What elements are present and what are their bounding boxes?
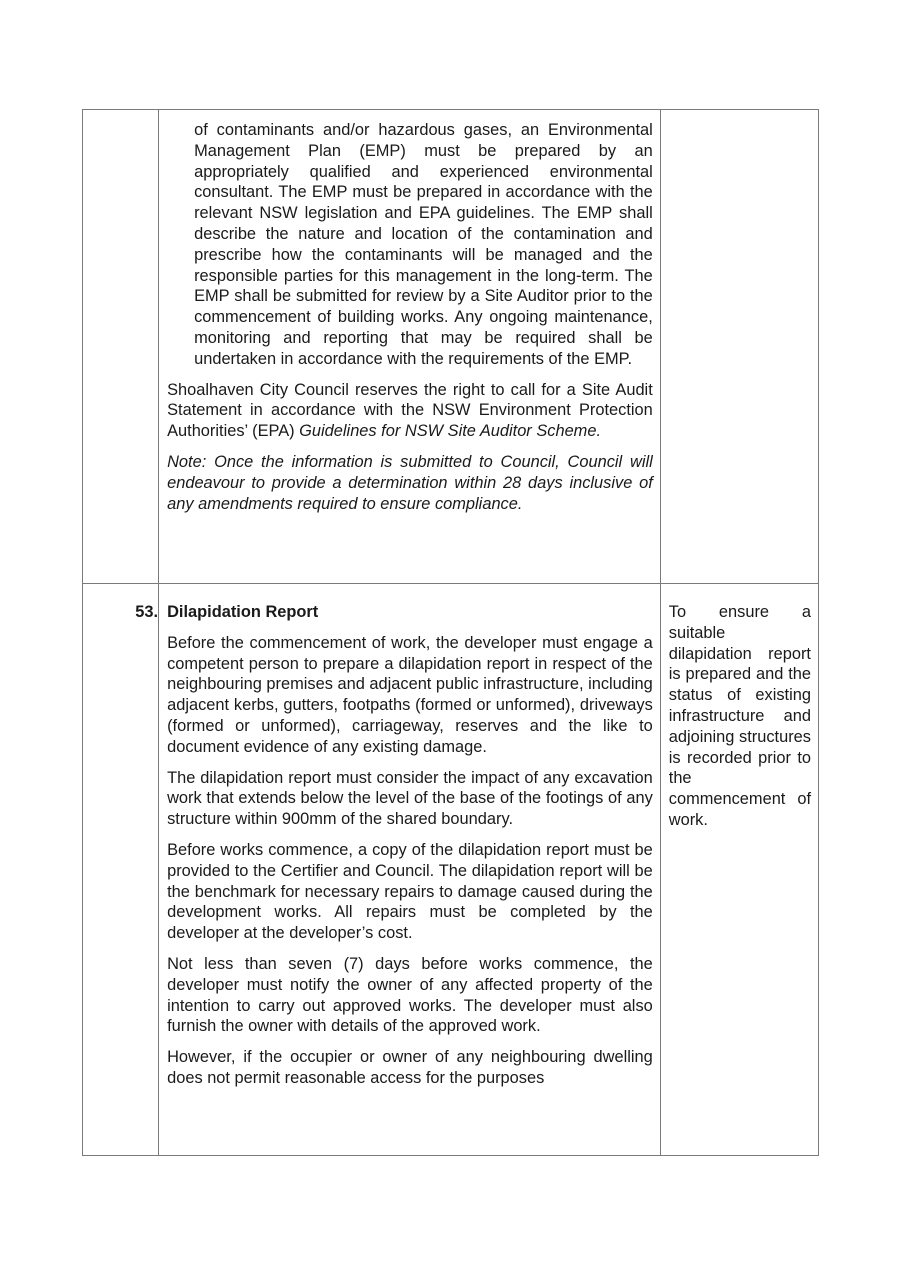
condition-heading: Dilapidation Report <box>167 603 319 621</box>
condition-text-cell <box>159 584 661 1156</box>
condition-row <box>83 110 819 584</box>
condition-number <box>83 110 158 120</box>
condition-paragraph: Before works commence, a copy of the dilapidation report must be provided to the Certifier and Council. The dilapidation report will be the benchmark for necessary repairs to damage caused during the development works. All repairs must be completed by the developer at the developer’s cost. <box>167 840 653 943</box>
site-audit-guidelines-title: Guidelines for NSW Site Auditor Scheme. <box>299 422 602 441</box>
condition-number-cell <box>83 110 159 584</box>
condition-number-cell <box>83 584 159 1156</box>
condition-reason-cell <box>660 110 818 584</box>
condition-reason: To ensure a suitable dilapidation report is prepared and the status of existing infrastructure and adjoining structures is recorded prior to the commencement of work. <box>668 603 811 829</box>
conditions-table <box>82 109 819 1156</box>
emp-paragraph: of contaminants and/or hazardous gases, an Environmental Management Plan (EMP) must be prepared by an appropriately qualified and experienced environmental consultant. The EMP must be prepared in accordance with the relevant NSW legislation and EPA guidelines. The EMP shall describe the nature and location of the contamination and prescribe how the contaminants will be managed and the responsible parties for this management in the long-term. The EMP shall be submitted for review by a Site Auditor prior to the commencement of building works. Any ongoing maintenance, monitoring and reporting that may be required shall be undertaken in accordance with the requirements of the EMP. <box>194 121 653 368</box>
condition-reason <box>661 110 818 120</box>
condition-paragraph: Not less than seven (7) days before works commence, the developer must notify the owner of any affected property of the intention to carry out approved works. The developer must also furnish the owner with details of the approved work. <box>167 954 653 1036</box>
note-paragraph: Note: Once the information is submitted to Council, Council will endeavour to provide a determination within 28 days inclusive of any amendments required to ensure compliance. <box>167 452 653 513</box>
condition-reason-cell <box>660 584 818 1156</box>
condition-paragraph: Before the commencement of work, the developer must engage a competent person to prepare a dilapidation report in respect of the neighbouring premises and adjacent public infrastructure, including adjacent kerbs, gutters, footpaths (formed or unformed), driveways (formed or unformed), carriageway, reserves and the like to document evidence of any existing damage. <box>167 633 653 756</box>
site-audit-text: Shoalhaven City Council reserves the right to call for a Site Audit Statement in accordance with the NSW Environment Protection Authorities’ (EPA) <box>167 380 653 441</box>
condition-text-cell <box>159 110 661 584</box>
condition-number: 53. <box>135 603 159 621</box>
condition-paragraph: However, if the occupier or owner of any neighbouring dwelling does not permit reasonable access for the purposes <box>167 1048 653 1087</box>
condition-row <box>83 584 819 1156</box>
condition-paragraph: The dilapidation report must consider the impact of any excavation work that extends below the level of the base of the footings of any structure within 900mm of the shared boundary. <box>167 768 653 829</box>
site-audit-paragraph <box>167 380 653 442</box>
